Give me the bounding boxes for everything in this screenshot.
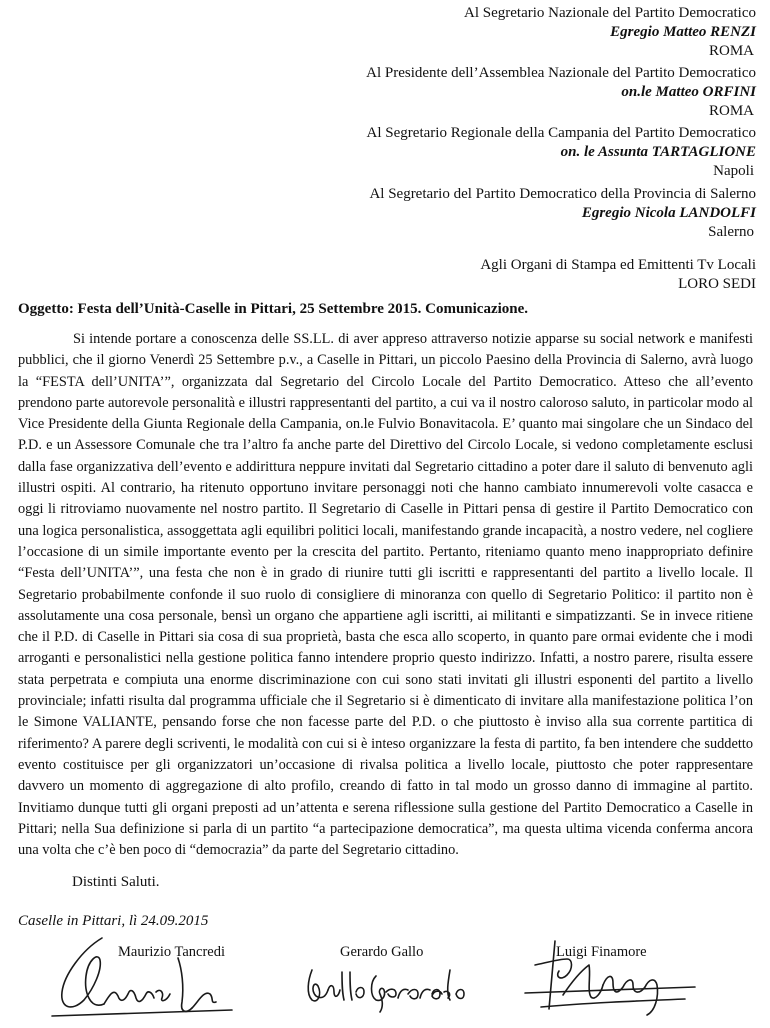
recipient-place: LORO SEDI: [678, 276, 756, 292]
recipient-title: Al Segretario Regionale della Campania del Partito Democratico: [366, 125, 756, 141]
signatory-name-gallo: Gerardo Gallo: [340, 944, 424, 960]
recipient-name: on. le Assunta TARTAGLIONE: [560, 144, 756, 160]
recipient-block-3: [0, 124, 770, 181]
recipient-title: Agli Organi di Stampa ed Emittenti Tv Locali: [480, 257, 756, 273]
signature-finamore: [515, 935, 715, 1020]
recipient-place: ROMA: [708, 103, 754, 119]
recipient-block-4: [0, 185, 770, 242]
signatory-name-finamore: Luigi Finamore: [556, 944, 647, 960]
recipient-place: Salerno: [708, 224, 754, 240]
signature-gallo: [300, 960, 485, 1020]
recipient-title: Al Segretario del Partito Democratico della Provincia di Salerno: [369, 186, 756, 202]
recipient-block-5: [0, 256, 770, 294]
recipient-name: Egregio Nicola LANDOLFI: [581, 205, 756, 221]
recipient-title: Al Segretario Nazionale del Partito Democratico: [464, 5, 756, 21]
signature-tancredi: [42, 930, 262, 1025]
recipient-block-1: [0, 4, 770, 61]
letter-body: Si intende portare a conoscenza delle SS.LL. di aver appreso attraverso notizie apparse su social network e manifesti pubblici, che il giorno Venerdì 25 Settembre p.v., a Caselle in Pittari, un piccolo Paesino della Provincia di Salerno, avrà luogo la “FESTA dell’UNITA’”, organizzata dal Segretario del Circolo Locale del Partito Democratico. Atteso che all’evento prendono parte autorevole personalità e illustri rappresentanti del partito, a cui va il nostro caloroso saluto, in particolar modo al Vice Presidente della Giunta Regionale della Campania, on.le Fulvio Bonavitacola. E’ quanto mai singolare che un Sindaco del P.D. e un Assessore Comunale che tra l’altro fa anche parte del Direttivo del Circolo Locale, si vedono completamente esclusi dalla fase organizzativa dell’evento e addirittura neppure invitati dal Segretario cittadino a poter dare il saluto di benvenuto agli illustri ospiti. Al contrario, ha ritenuto opportuno invitare personaggi noti che hanno cambiato innumerevoli volte casacca e oggi li ritroviamo nuovamente nel nostro partito. Il Segretario di Caselle in Pittari pensa di gestire il Partito Democratico con una logica personalistica, assoggettata agli equilibri politici locali, manifestando grande incapacità, a nostro vedere, nel cogliere l’occasione di un simile importante evento per la crescita del partito. Pertanto, riteniamo quanto meno inappropriato definire “Festa dell’UNITA’”, una festa che non è in grado di riunire tutti gli iscritti e rappresentanti del partito a livello locale. Il Segretario probabilmente confonde il suo ruolo di consigliere di minoranza con quello di Segretario Politico: il partito non è assolutamente una cosa personale, bensì un organo che appartiene agli iscritti, ai militanti e simpatizzanti. Se in invece ritiene che il P.D. di Caselle in Pittari sia cosa di sua proprietà, basta che esca allo scoperto, in quanto pare ormai evidente che i modi arroganti e personalistici nella gestione politica fanno intendere proprio questo indirizzo. Infatti, a nostro parere, risulta essere stata perpetrata e compiuta una enorme discriminazione con cui sono stati invitati gli illustri esponenti del partito a livello provinciale; infatti risulta dal programma ufficiale che il Segretario si è dimenticato di invitare alla manifestazione politica l’on le Simone VALIANTE, pensando forse che non facesse parte del P.D. o che piuttosto è inviso alla sua corrente partitica di riferimento? A parere degli scriventi, le modalità con cui si è inteso organizzare la festa di partito, fa ben intendere che suddetto evento costituisce per gli organizzatori un’occasione di rivalsa politica a livello locale, piuttosto che poter rappresentare davvero un momento di aggregazione di alto profilo, creando di fatto in tal modo un grosso danno di immagine al partito. Invitiamo dunque tutti gli organi preposti ad un’attenta e serena riflessione sulla gestione del Partito Democratico a Caselle in Pittari; nella Sua definizione si parla di un partito “a partecipazione democratica”, ma questa ultima vicenda conferma ancora una volta che c’è ben poco di “democrazia” da parte del Segretario cittadino.: [18, 331, 753, 859]
recipient-place: ROMA: [708, 43, 754, 59]
recipient-name: Egregio Matteo RENZI: [610, 24, 756, 40]
recipient-name: on.le Matteo ORFINI: [621, 84, 756, 100]
recipient-block-2: [0, 64, 770, 121]
signatory-name-tancredi: Maurizio Tancredi: [118, 944, 226, 960]
recipient-title: Al Presidente dell’Assemblea Nazionale del Partito Democratico: [366, 65, 756, 81]
subject-line: Oggetto: Festa dell’Unità-Caselle in Pittari, 25 Settembre 2015. Comunicazione.: [18, 301, 529, 317]
recipient-place: Napoli: [713, 163, 754, 179]
place-and-date: Caselle in Pittari, lì 24.09.2015: [18, 913, 209, 929]
closing-salutation: Distinti Saluti.: [72, 874, 160, 890]
